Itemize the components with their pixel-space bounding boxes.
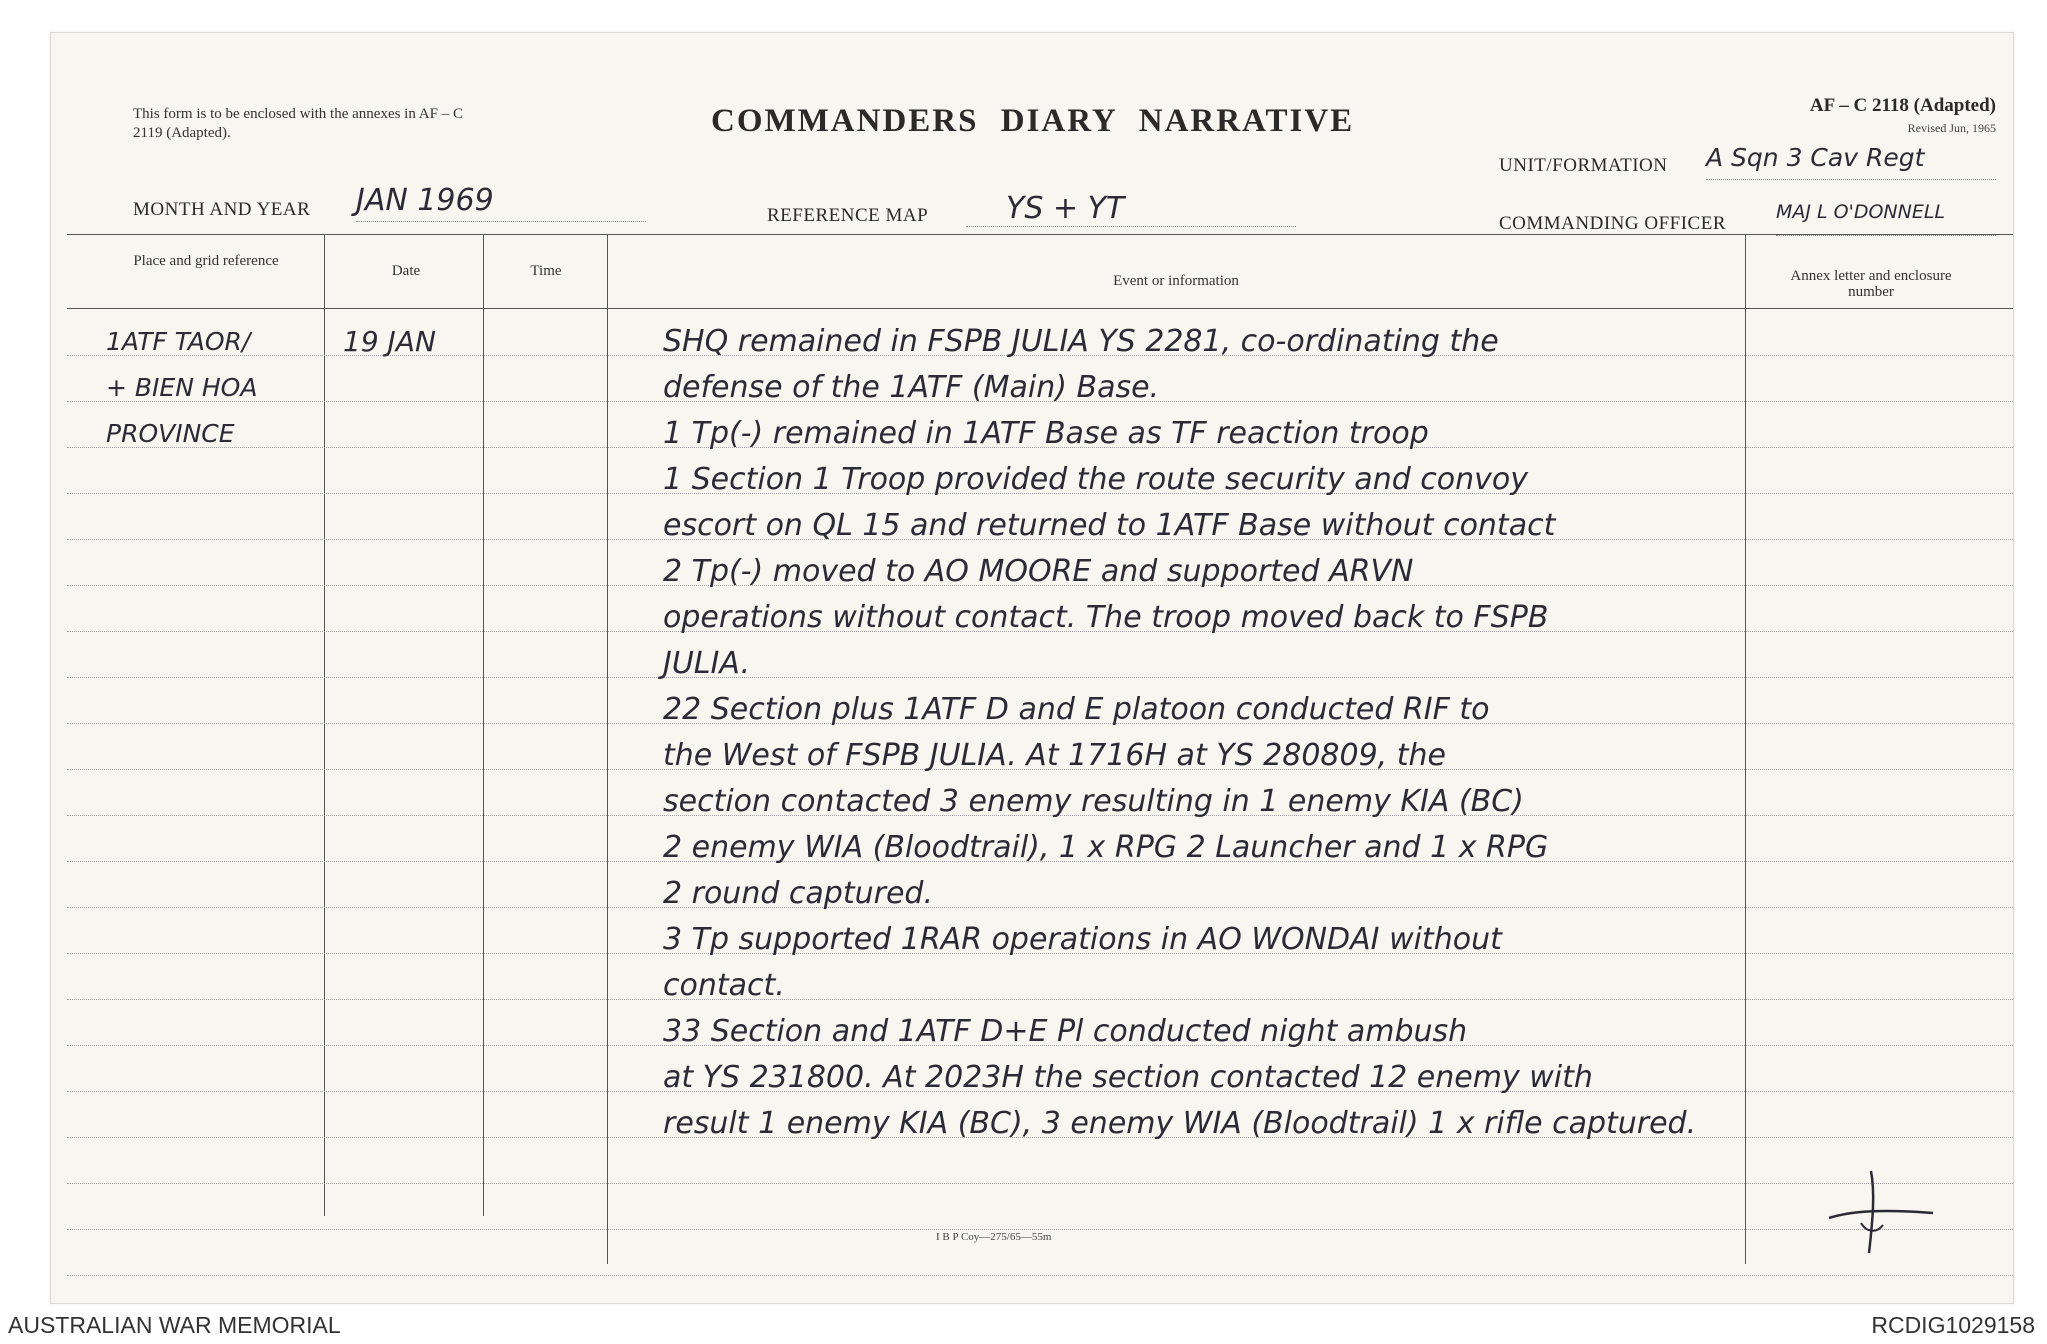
event-line: 2 enemy WIA (Bloodtrail), 1 x RPG 2 Launcher and 1 x RPG <box>663 830 1549 865</box>
event-entry <box>663 319 1783 1147</box>
event-line: 1 Section 1 Troop provided the route security and convoy <box>663 462 1529 497</box>
column-header-time: Time <box>530 263 562 279</box>
place-line: PROVINCE <box>106 419 235 448</box>
column-header-place: Place and grid reference <box>133 253 279 269</box>
reference-map-label: REFERENCE MAP <box>767 205 929 226</box>
diary-form-sheet <box>50 32 2014 1304</box>
event-line: at YS 231800. At 2023H the section contacted 12 enemy with <box>663 1060 1593 1095</box>
event-line: 22 Section plus 1ATF D and E platoon conducted RIF to <box>663 692 1490 727</box>
revised-date: Revised Jun, 1965 <box>1907 121 1996 135</box>
event-line: JULIA. <box>663 646 750 681</box>
column-divider-event <box>607 234 608 1264</box>
event-line: 33 Section and 1ATF D+E Pl conducted night ambush <box>663 1014 1468 1049</box>
footer-record-id: RCDIG1029158 <box>1871 1312 2035 1338</box>
event-line: 2 round captured. <box>663 876 933 911</box>
event-line: defense of the 1ATF (Main) Base. <box>663 370 1160 405</box>
event-line: 3 Tp supported 1RAR operations in AO WONDAI without <box>663 922 1502 957</box>
place-entry <box>106 319 321 457</box>
form-number: AF – C 2118 (Adapted) <box>1809 95 1996 116</box>
date-entry: 19 JAN <box>343 325 436 358</box>
event-line: escort on QL 15 and returned to 1ATF Base without contact <box>663 508 1556 543</box>
printer-imprint: I B P Coy—275/65—55m <box>936 1231 1052 1243</box>
enclosure-note: This form is to be enclosed with the annexes in AF – C 2119 (Adapted). <box>133 106 463 141</box>
event-line: result 1 enemy KIA (BC), 3 enemy WIA (Bloodtrail) 1 x rifle captured. <box>663 1106 1697 1141</box>
event-line: SHQ remained in FSPB JULIA YS 2281, co-ordinating the <box>663 324 1499 359</box>
unit-formation-label: UNIT/FORMATION <box>1499 155 1668 176</box>
event-line: section contacted 3 enemy resulting in 1 enemy KIA (BC) <box>663 784 1524 819</box>
event-line: the West of FSPB JULIA. At 1716H at YS 280809, the <box>663 738 1446 773</box>
place-line: + BIEN HOA <box>106 373 258 402</box>
unit-formation-value: A Sqn 3 Cav Regt <box>1706 143 1996 180</box>
commanding-officer-label: COMMANDING OFFICER <box>1499 213 1726 234</box>
month-year-value: JAN 1969 <box>356 183 646 222</box>
column-header-date: Date <box>391 263 421 279</box>
event-line: 2 Tp(-) moved to AO MOORE and supported ARVN <box>663 554 1414 589</box>
form-title: COMMANDERS DIARY NARRATIVE <box>711 103 1355 139</box>
footer-institution: AUSTRALIAN WAR MEMORIAL <box>8 1312 341 1338</box>
signature-mark <box>1821 1163 1941 1263</box>
column-divider-time <box>483 234 484 1216</box>
commanding-officer-value: MAJ L O'DONNELL <box>1776 201 1996 236</box>
table-header-border <box>67 308 2013 309</box>
place-line: 1ATF TAOR/ <box>106 327 251 356</box>
reference-map-value: YS + YT <box>966 191 1296 227</box>
column-header-event: Event or information <box>1113 273 1239 289</box>
event-line: 1 Tp(-) remained in 1ATF Base as TF reaction troop <box>663 416 1429 451</box>
event-line: contact. <box>663 968 785 1003</box>
column-divider-date <box>324 234 325 1216</box>
column-header-annex: Annex letter and enclosure number <box>1790 268 1952 300</box>
month-year-label: MONTH AND YEAR <box>133 199 311 220</box>
event-line: operations without contact. The troop moved back to FSPB <box>663 600 1549 635</box>
table-top-border <box>67 234 2013 235</box>
